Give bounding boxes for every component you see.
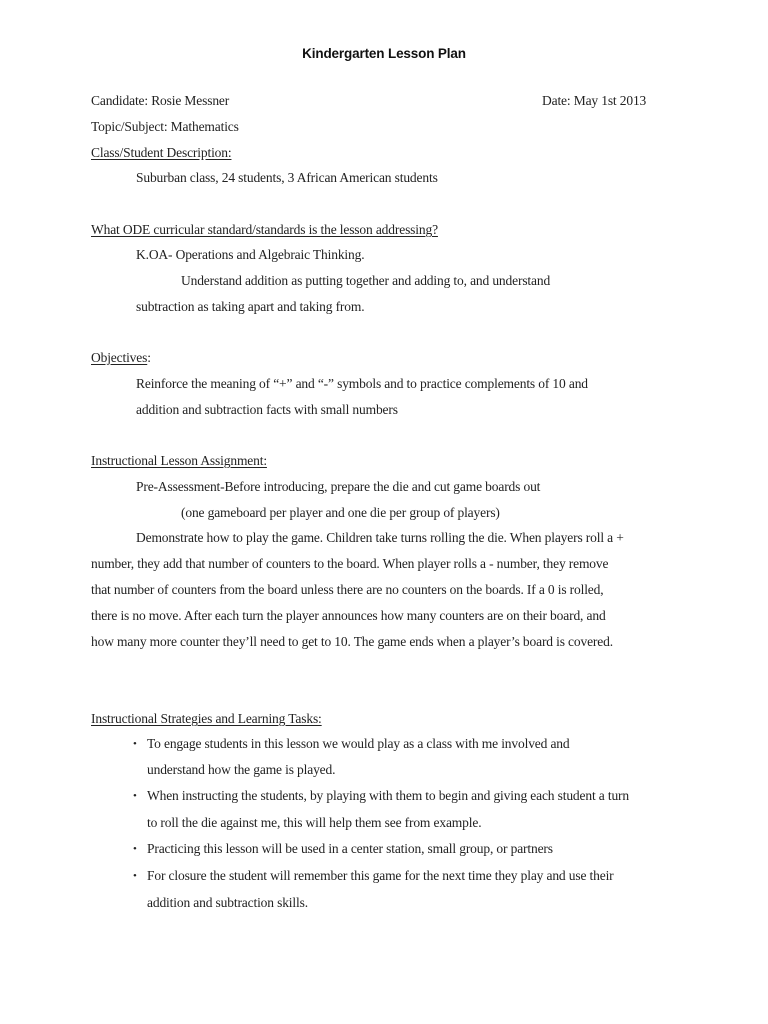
standards-heading: What ODE curricular standard/standards is the lesson addressing? bbox=[91, 222, 438, 237]
demo-line: there is no move. After each turn the player announces how many counters are on their board, and bbox=[91, 608, 606, 623]
standards-text-line1: Understand addition as putting together and adding to, and understand bbox=[181, 273, 551, 288]
objectives-line1: Reinforce the meaning of “+” and “-” symbols and to practice complements of 10 and bbox=[136, 376, 588, 391]
class-description-heading: Class/Student Description: bbox=[91, 145, 232, 160]
strategy-item-line: understand how the game is played. bbox=[147, 762, 336, 777]
strategy-item-line: For closure the student will remember this game for the next time they play and use their bbox=[147, 868, 614, 883]
assignment-heading: Instructional Lesson Assignment: bbox=[91, 453, 267, 468]
objectives-heading: Objectives bbox=[91, 350, 148, 365]
objectives-line2: addition and subtraction facts with small numbers bbox=[136, 402, 398, 417]
bullet-icon: • bbox=[133, 843, 137, 855]
candidate-line: Candidate: Rosie Messner bbox=[91, 93, 230, 108]
objectives-heading-row bbox=[91, 349, 151, 367]
demo-line: that number of counters from the board unless there are no counters on the boards. If a 0 is rolled, bbox=[91, 582, 604, 597]
strategy-item-line: To engage students in this lesson we would play as a class with me involved and bbox=[147, 736, 570, 751]
bullet-icon: • bbox=[133, 790, 137, 802]
strategies-heading: Instructional Strategies and Learning Tasks: bbox=[91, 711, 322, 726]
pre-assessment-line2: (one gameboard per player and one die per group of players) bbox=[181, 505, 500, 520]
demo-line: Demonstrate how to play the game. Children take turns rolling the die. When players roll a + bbox=[136, 530, 624, 545]
objectives-heading-colon: : bbox=[147, 350, 151, 365]
class-description-text: Suburban class, 24 students, 3 African American students bbox=[136, 170, 438, 185]
demo-line: number, they add that number of counters to the board. When player rolls a - number, they remove bbox=[91, 556, 609, 571]
strategy-item-line: to roll the die against me, this will help them see from example. bbox=[147, 815, 482, 830]
page-title: Kindergarten Lesson Plan bbox=[302, 46, 466, 61]
strategy-item-line: addition and subtraction skills. bbox=[147, 895, 308, 910]
strategy-item-line: Practicing this lesson will be used in a center station, small group, or partners bbox=[147, 841, 553, 856]
standards-text-line2: subtraction as taking apart and taking from. bbox=[136, 299, 365, 314]
demo-line: how many more counter they’ll need to get to 10. The game ends when a player’s board is covered. bbox=[91, 634, 613, 649]
pre-assessment-line1: Pre-Assessment-Before introducing, prepare the die and cut game boards out bbox=[136, 479, 541, 494]
standards-code: K.OA- Operations and Algebraic Thinking. bbox=[136, 247, 365, 262]
date-line: Date: May 1st 2013 bbox=[542, 93, 647, 108]
strategy-item-line: When instructing the students, by playing with them to begin and giving each student a turn bbox=[147, 788, 630, 803]
bullet-icon: • bbox=[133, 870, 137, 882]
topic-line: Topic/Subject: Mathematics bbox=[91, 119, 239, 134]
bullet-icon: • bbox=[133, 738, 137, 750]
